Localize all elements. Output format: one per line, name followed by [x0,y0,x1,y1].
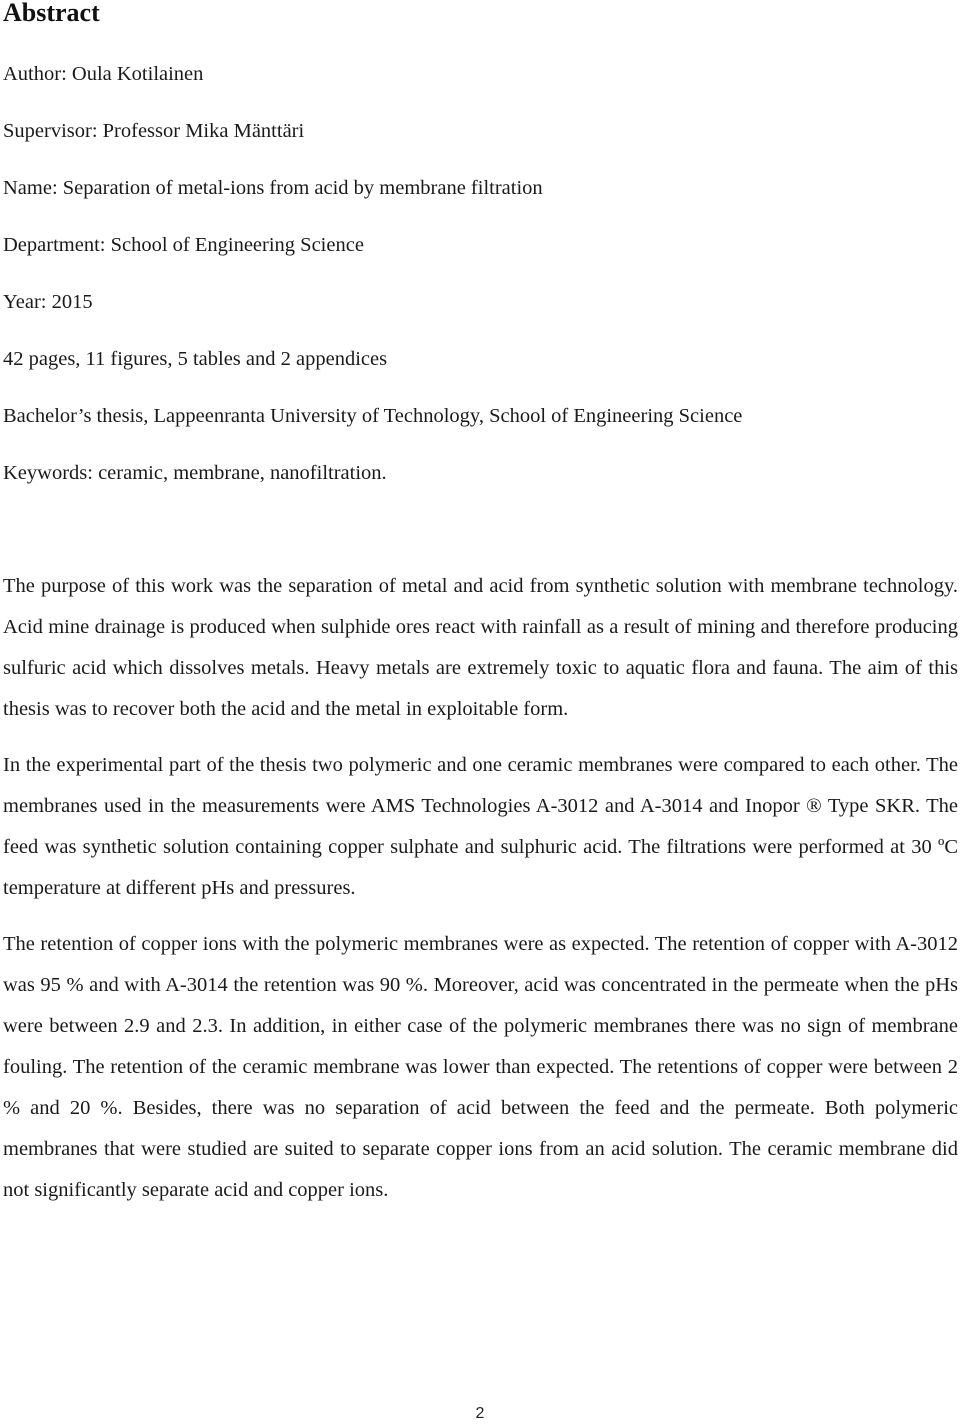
department-line: Department: School of Engineering Science [3,234,364,256]
year-line: Year: 2015 [3,291,93,313]
abstract-paragraph-purpose: The purpose of this work was the separation of metal and acid from synthetic solution with membrane technology. Acid mine drainage is produced when sulphide ores react with rainfall as a result of mining and therefore producing sulfuric acid which dissolves metals. Heavy metals are extremely toxic to aquatic flora and fauna. The aim of this thesis was to recover both the acid and the metal in exploitable form. [3,575,958,720]
thesis-type-line: Bachelor’s thesis, Lappeenranta University of Technology, School of Engineering Science [3,405,743,427]
page-number: 2 [475,1405,485,1422]
supervisor-line: Supervisor: Professor Mika Mänttäri [3,120,305,142]
page-title: Abstract [3,0,100,27]
keywords-line: Keywords: ceramic, membrane, nanofiltration. [3,462,387,484]
abstract-paragraph-results: The retention of copper ions with the polymeric membranes were as expected. The retention of copper with A-3012 was 95 % and with A-3014 the retention was 90 %. Moreover, acid was concentrated in the permeate when the pHs were between 2.9 and 2.3. In addition, in either case of the polymeric membranes there was no sign of membrane fouling. The retention of the ceramic membrane was lower than expected. The retentions of copper were between 2 % and 20 %. Besides, there was no separation of acid between the feed and the permeate. Both polymeric membranes that were studied are suited to separate copper ions from an acid solution. The ceramic membrane did not significantly separate acid and copper ions. [3,933,958,1201]
abstract-body [3,566,958,1211]
author-line: Author: Oula Kotilainen [3,63,204,85]
page-count-line: 42 pages, 11 figures, 5 tables and 2 appendices [3,348,388,370]
thesis-metadata-list [3,56,742,512]
abstract-paragraph-experimental: In the experimental part of the thesis two polymeric and one ceramic membranes were compared to each other. The membranes used in the measurements were AMS Technologies A-3012 and A-3014 and Inopor ® Type SKR. The feed was synthetic solution containing copper sulphate and sulphuric acid. The filtrations were performed at 30 ºC temperature at different pHs and pressures. [3,754,958,899]
title-line: Name: Separation of metal-ions from acid by membrane filtration [3,177,543,199]
